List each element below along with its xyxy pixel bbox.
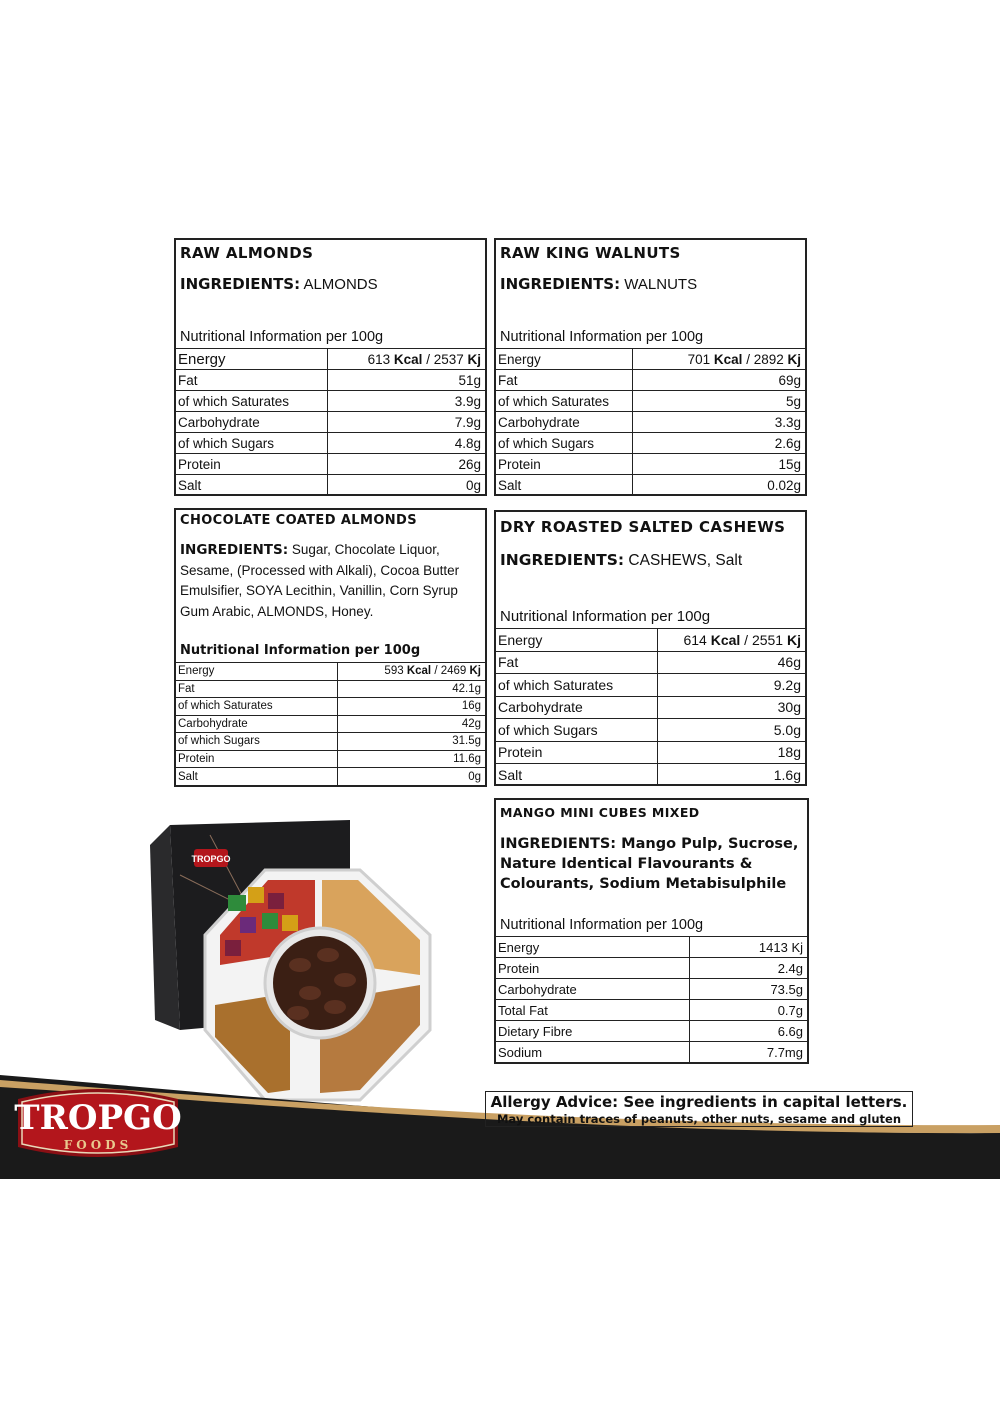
row-value: 31.5g [338,733,486,751]
table-row [176,349,485,370]
energy-value [338,663,486,681]
energy-kj: / 2892 [746,351,784,367]
kj-unit: Kj [787,631,801,648]
row-value: 51g [328,370,486,391]
row-value: 0.7g [690,1000,808,1021]
table-row [496,370,805,391]
table-row [176,698,485,716]
row-value: 5g [633,391,806,412]
row-value: 0.02g [633,475,806,496]
table-row [176,454,485,475]
table-row [496,433,805,454]
row-label: Energy [496,349,633,370]
row-label: of which Sugars [176,433,328,454]
row-value: 9.2g [658,674,806,697]
ingredients [500,551,799,571]
product-gift-box-image [150,815,470,1115]
table-row [496,696,805,719]
row-value: 2.4g [690,958,808,979]
kcal-unit: Kcal [710,631,741,648]
row-value: 42.1g [338,680,486,698]
row-value: 2.6g [633,433,806,454]
nutrition-table [496,936,807,1063]
ingredients-label: INGREDIENTS: [180,542,289,558]
row-value: 26g [328,454,486,475]
table-row [496,741,805,764]
row-label: Carbohydrate [496,979,690,1000]
row-value: 1413 Kj [690,937,808,958]
ingredients [180,275,479,294]
ingredients-text: ALMONDS [300,276,378,293]
box-logo-text: TROPGO [191,854,231,864]
row-value: 42g [338,715,486,733]
energy-kcal: 613 [367,351,391,367]
energy-value [633,349,806,370]
panel-title: RAW KING WALNUTS [500,244,681,262]
ingredients [500,275,799,294]
ingredients-label: INGREDIENTS: [500,275,621,293]
nutrition-table [496,348,805,496]
ingredients-label: INGREDIENTS: [500,836,617,852]
energy-kj: / 2537 [426,351,464,367]
row-label: Fat [496,370,633,391]
table-row [176,768,485,786]
ingredients-label: INGREDIENTS: [500,551,625,569]
allergy-line-1: Allergy Advice: See ingredients in capital letters. [490,1093,908,1111]
table-row [496,979,807,1000]
tropgo-logo [14,1085,182,1163]
allergy-line-2: May contain traces of peanuts, other nuts, sesame and gluten [496,1112,902,1126]
table-row [496,651,805,674]
table-row [176,750,485,768]
row-value: 73.5g [690,979,808,1000]
ingredients-label: INGREDIENTS: [180,275,301,293]
table-row [496,454,805,475]
row-label: of which Saturates [496,674,658,697]
row-label: Sodium [496,1042,690,1063]
nutrition-heading: Nutritional Information per 100g [180,329,384,345]
table-row [496,349,805,370]
row-label: Fat [496,651,658,674]
table-row [496,412,805,433]
row-label: Fat [176,680,338,698]
table-row [496,674,805,697]
row-label: of which Sugars [496,719,658,742]
energy-kcal: 701 [687,351,711,367]
row-label: Energy [496,629,658,652]
row-value: 4.8g [328,433,486,454]
row-label: Energy [496,937,690,958]
row-label: Carbohydrate [496,696,658,719]
row-label: of which Saturates [176,698,338,716]
row-label: Carbohydrate [176,412,328,433]
row-label: Fat [176,370,328,391]
row-value: 15g [633,454,806,475]
ingredients-text: Mango Pulp, Sucrose, Nature Identical Flavourants & Colourants, Sodium Metabisulphile [500,836,799,892]
table-row [496,719,805,742]
kj-unit: Kj [787,351,801,367]
table-row [496,937,807,958]
row-value: 46g [658,651,806,674]
panel-title: MANGO MINI CUBES MIXED [500,805,700,820]
mango-panel [494,798,809,1064]
energy-kj: / 2551 [744,631,784,648]
panel-title: RAW ALMONDS [180,244,314,262]
table-row [496,475,805,496]
table-row [496,1021,807,1042]
energy-kj: / 2469 [434,665,467,678]
table-row [496,764,805,787]
row-label: Carbohydrate [176,715,338,733]
logo-text: TROPGO [14,1098,182,1138]
panel-title: DRY ROASTED SALTED CASHEWS [500,518,786,536]
row-value: 0g [338,768,486,786]
table-row [176,433,485,454]
nutrition-heading: Nutritional Information per 100g [500,917,704,933]
ingredients-text: CASHEWS, Salt [624,552,743,569]
table-row [176,733,485,751]
table-row [176,391,485,412]
row-label: Protein [496,741,658,764]
row-value: 6.6g [690,1021,808,1042]
row-label: Protein [176,454,328,475]
kcal-unit: Kcal [393,351,423,367]
row-value: 16g [338,698,486,716]
walnuts-panel [494,238,807,496]
row-value: 11.6g [338,750,486,768]
row-label: Total Fat [496,1000,690,1021]
row-value: 3.3g [633,412,806,433]
choc-almonds-panel [174,508,487,787]
row-label: Salt [176,475,328,496]
row-value: 69g [633,370,806,391]
table-row [176,680,485,698]
row-value: 18g [658,741,806,764]
ingredients [500,834,801,894]
energy-kcal: 593 [384,665,404,678]
row-label: of which Saturates [496,391,633,412]
allergy-advice-box [485,1091,913,1127]
table-row [176,663,485,681]
nutrition-heading: Nutritional Information per 100g [500,608,711,625]
row-label: Salt [496,764,658,787]
row-value: 7.9g [328,412,486,433]
kj-unit: Kj [469,665,481,678]
ingredients [180,540,479,622]
row-value: 1.6g [658,764,806,787]
panel-title: CHOCOLATE COATED ALMONDS [180,513,417,528]
raw-almonds-panel [174,238,487,496]
energy-value [658,629,806,652]
row-label: Energy [176,349,328,370]
row-label: Protein [496,958,690,979]
kcal-unit: Kcal [713,351,743,367]
row-label: Salt [176,768,338,786]
row-value: 5.0g [658,719,806,742]
row-label: of which Saturates [176,391,328,412]
cashews-panel [494,510,807,786]
table-row [496,391,805,412]
row-value: 30g [658,696,806,719]
row-label: of which Sugars [496,433,633,454]
table-row [176,370,485,391]
table-row [176,475,485,496]
table-row [176,715,485,733]
kj-unit: Kj [467,351,481,367]
ingredients-text: Sugar, Chocolate Liquor, Sesame, (Processed with Alkali), Cocoa Butter Emulsifier, SOYA Lecithin, Vanillin, Corn Syrup Gum Arabic, ALMONDS, Honey. [180,542,460,619]
logo-subtext: FOODS [63,1138,133,1152]
energy-value [328,349,486,370]
row-label: Protein [176,750,338,768]
table-row [496,629,805,652]
kcal-unit: Kcal [406,665,432,678]
row-label: of which Sugars [176,733,338,751]
row-label: Energy [176,663,338,681]
table-row [496,1042,807,1063]
nutrition-heading: Nutritional Information per 100g [500,329,704,345]
table-row [496,1000,807,1021]
table-row [496,958,807,979]
row-value: 3.9g [328,391,486,412]
row-value: 7.7mg [690,1042,808,1063]
nutrition-table [496,628,805,786]
row-label: Protein [496,454,633,475]
energy-kcal: 614 [683,631,707,648]
row-label: Dietary Fibre [496,1021,690,1042]
nutrition-heading: Nutritional Information per 100g [180,643,421,658]
table-row [176,412,485,433]
row-value: 0g [328,475,486,496]
ingredients-text: WALNUTS [620,276,698,293]
row-label: Salt [496,475,633,496]
nutrition-table [176,348,485,496]
row-label: Carbohydrate [496,412,633,433]
nutrition-table [176,662,485,785]
